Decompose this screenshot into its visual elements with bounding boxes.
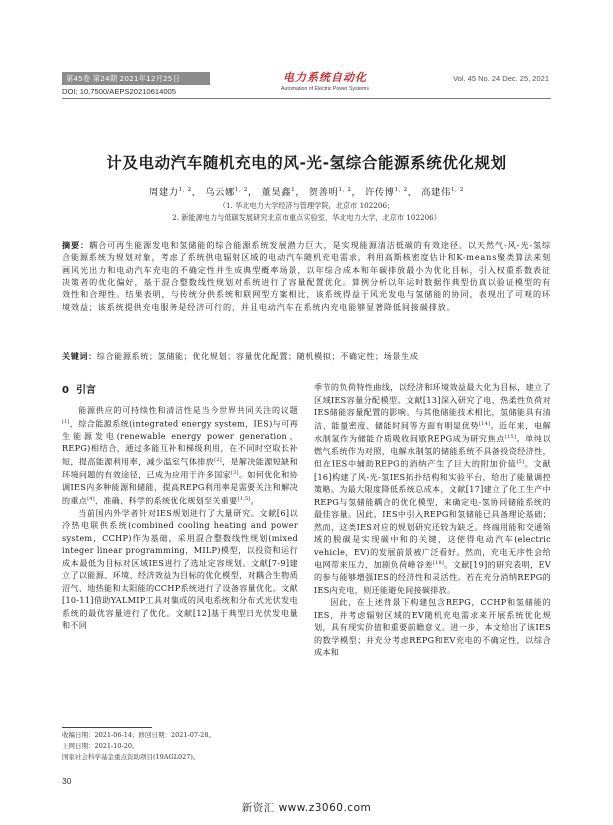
author: 贺善明$^{1, 2}$ <box>308 186 352 198</box>
issue-info: 第45卷 第24期 2021年12月25日 <box>66 74 180 83</box>
abstract <box>62 239 551 313</box>
footnote-received: 收稿日期：2021-06-14；修回日期：2021-07-28。 <box>62 731 215 739</box>
footnote-funding: 国家社会科学基金重点资助项目(19AGL027)。 <box>62 752 200 761</box>
paragraph: 当前国内外学者针对IES规划进行了大量研究。文献[6]以冷热电联供系统(combined cooling heating and power system，CCHP)作为基础，采用混合整数线性规划(mixed integer linear programming，MILP)模型，以投资和运行成本最低为目标对区域IES进行了选址定容规划。文献[7-9]建立了以能源、环境、经济效益为目标的优化模型，对耦合生物质沼气、地热能和太阳能的CCHP系统进行了设备容量优化。文献[10-11]借助YALMIP工具对集成的风电系统和分布式光伏发电系统的最优容量进行了优化。文献[12]基于典型日光伏发电量和不同 <box>62 507 298 631</box>
affiliation-1: （1. 华北电力大学经济与管理学院，北京市 102206； <box>218 201 395 210</box>
paragraph: 因此，在上述背景下构建包含REPG，CCHP和氢储能的IES，并考虑辐射区域的EV随机充电需求来开展系统优化规划，具有现实价值和重要前瞻意义。进一步，本文给出了该IES的数学模型；并充分考虑REPG和EV充电的不确定性，以综合成本和 <box>314 597 551 658</box>
section-heading <box>62 381 96 396</box>
right-column <box>314 381 551 659</box>
author: 高建伟$^{1, 2}$ <box>421 186 465 198</box>
journal-name-en: Automation of Electric Power Systems <box>281 86 369 92</box>
keywords-text: 综合能源系统；氢储能；优化规划；容量优化配置；随机模拟；不确定性；场景生成 <box>96 351 419 361</box>
header-rule <box>62 98 551 99</box>
watermark: 新资汇 www.z3060.com <box>241 802 372 814</box>
author-list: 周建力$^{1, 2}$， 乌云娜$^{1, 2}$， 董昊鑫$^1$， 贺善明$^{1, 2}$， 许传博$^{1, 2}$， 高建伟$^{1, 2}$ <box>148 186 465 198</box>
section-title: 引言 <box>75 385 96 396</box>
author: 周建力$^{1, 2}$ <box>148 186 192 198</box>
journal-logo <box>270 69 380 92</box>
keywords-label: 关键词： <box>62 351 97 361</box>
journal-name-cn: 电力系统自动化 <box>283 71 367 84</box>
footnote-online: 上网日期：2021-10-20。 <box>62 741 139 750</box>
issue-info-bar <box>62 72 210 85</box>
paragraph: 能源供应的可持续性和清洁性是当今世界共同关注的议题[1]，综合能源系统(integrated energy system，IES)与可再生能源发电(renewable energy power generation，REPG)相结合，通过多能互补和梯级利用，在不同时空取长补短，提高能源利用率，减少温室气体排放[2]，是解决能源短缺和环境问题的有效途径，已成为应用于许多国家[3]。如何优化和协调IES内多种能源和储能，提高REPG利用率是需要关注和解决的重点[4]，准确、科学的系统优化规划至关重要[1,5]。 <box>62 405 299 506</box>
keywords <box>62 351 551 362</box>
paragraph: 季节的负荷特性曲线，以经济和环境效益最大化为目标，建立了区域IES容量分配模型。文献[13]深入研究了电、热柔性负荷对IES储能容量配置的影响。与其他储能技术相比，氢储能具有清洁、能量密度、储能时间等方面有明显优势[14]。近年来，电解水制氢作为储能介质吸收间歇REPG成为研究焦点[15]。单纯以燃气系统作为对照，电解水制氢的储能系统不具备投资经济性，但在IES中辅助REPG的消纳产生了巨大的附加价值[5]。文献[16]构建了风-光-氢IES拓扑结构和实验平台，给出了能量调控策略。为最大限度降低系统总成本，文献[17]建立了化工生产中REPG与氢储能耦合的优化模型，来确定电-氢协同储能系统的最佳容量。因此，IES中引入REPG和氢储能已具备理论基础；然而，这类IES对应的规划研究还较为缺乏。终端用能和交通领域的脱碳是实现碳中和的关键，这使得电动汽车(electric vehicle，EV)的发展前景被广泛看好。然而，充电无序性会给电网带来压力，加剧负荷峰谷差[18]。文献[19]的研究表明，EV的参与能够增强IES的经济性和灵活性。若在充分消纳REPG的IES内充电，则还能避免间接碳排放。 <box>314 382 552 595</box>
author: 董昊鑫$^1$ <box>261 186 296 198</box>
footnotes <box>62 730 215 762</box>
section-number: 0 <box>62 385 69 396</box>
volume-info: Vol. 45 No. 24 Dec. 25, 2021 <box>453 74 549 83</box>
abstract-label: 摘要： <box>62 240 90 250</box>
author: 乌云娜$^{1, 2}$ <box>205 186 248 198</box>
abstract-text: 耦合可再生能源发电和氢储能的综合能源系统发展潜力巨大，是实现能源清洁低碳的有效途径。以天然气-风-光-氢综合能源系统为规划对象，考虑了系统供电辐射区域的电动汽车随机充电需求，利用高斯核密度估计和K-means聚类算法来刻画风光出力和电动汽车充电的不确定性并生成典型概率场景，以年综合成本和年碳排放最小为优化目标，引入权重系数表征决策者的优化偏好，基于混合整数线性规划对系统进行了容量配置优化。算例分析以年运时数据作典型仿真以验证模型的有效性和合理性。结果表明，与传统分供系统和联网型方案相比，该系统得益于风光发电与氢储能的协同，表现出了可观的环境效益；该系统提供充电服务是经济可行的，并且电动汽车在系统内充电能够显著降低间接碳排放。 <box>62 240 551 312</box>
footnote-rule <box>62 727 152 728</box>
paper-title: 计及电动汽车随机充电的风-光-氢综合能源系统优化规划 <box>106 154 507 172</box>
left-column <box>62 404 298 632</box>
page-number: 30 <box>62 776 72 786</box>
affiliation-2: 2. 新能源电力与低碳发展研究北京市重点实验室，华北电力大学，北京市 102206） <box>172 213 441 222</box>
author: 许传博$^{1, 2}$ <box>365 186 408 198</box>
doi: DOI: 10.7500/AEPS20210614005 <box>62 87 176 96</box>
